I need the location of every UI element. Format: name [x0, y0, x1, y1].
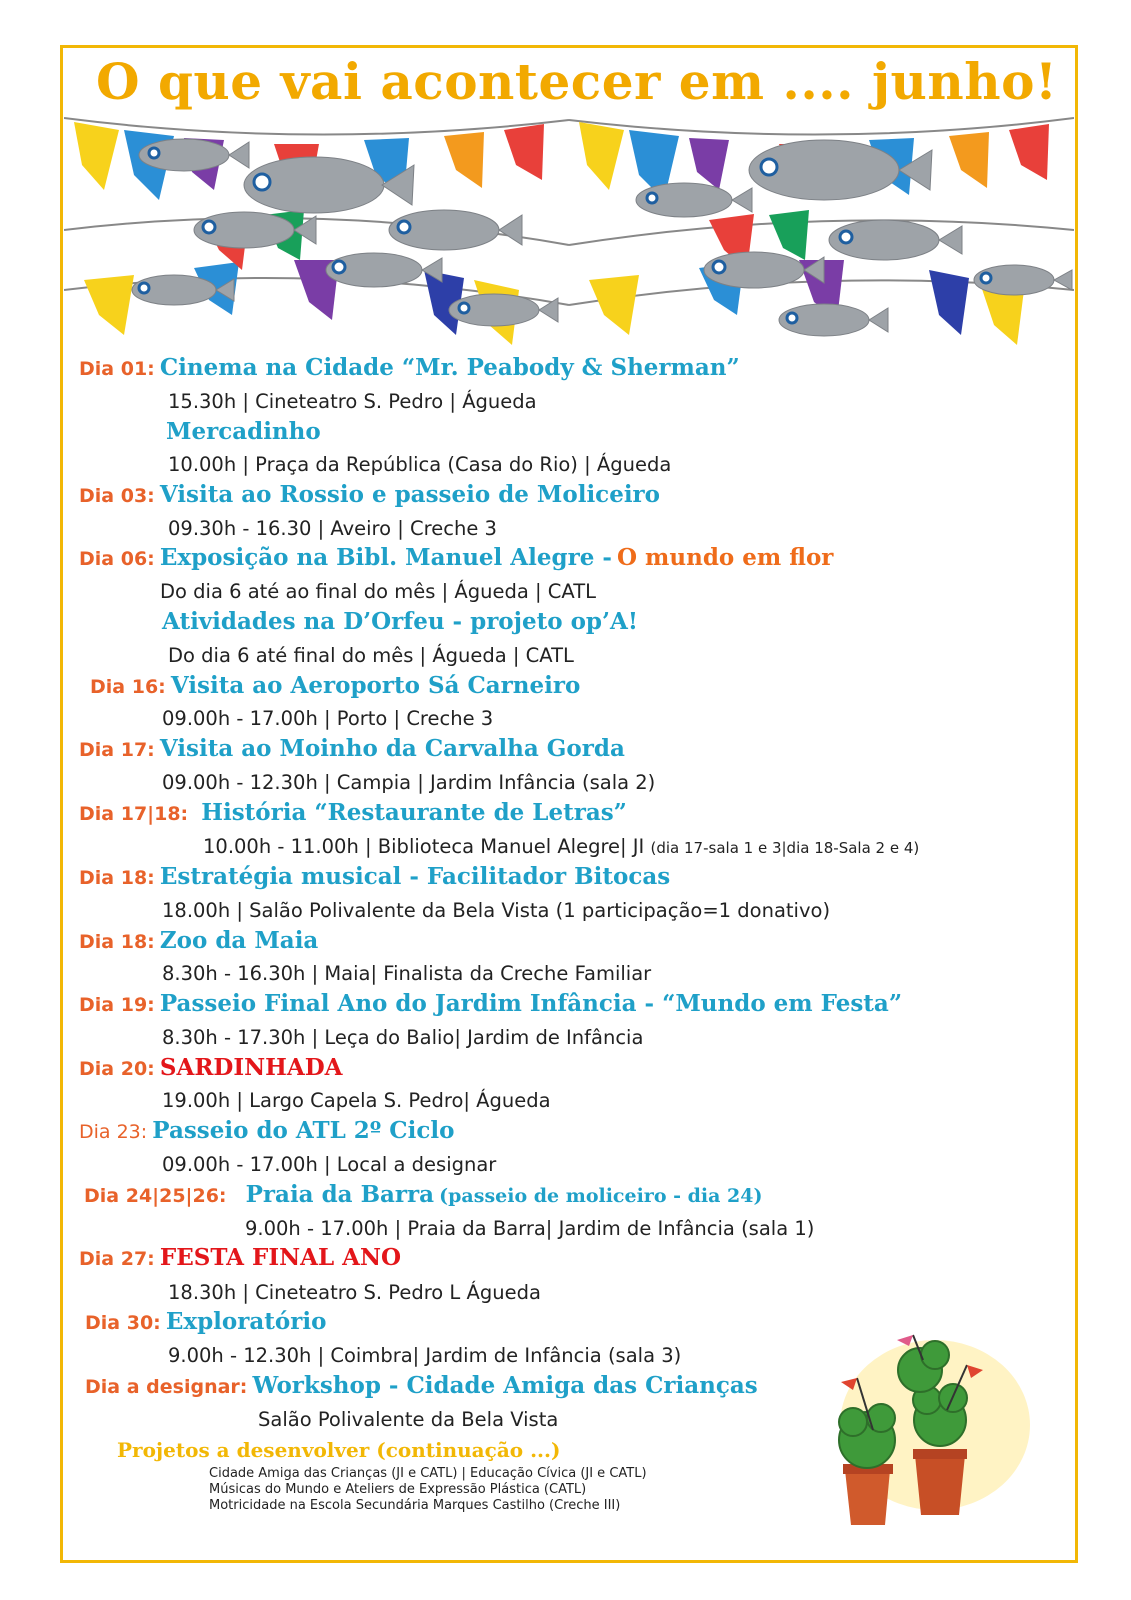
day-label: Dia 27:: [79, 1248, 155, 1270]
event-details: 18.30h | Cineteatro S. Pedro L Águeda: [168, 1281, 541, 1304]
event-details: [203, 835, 919, 858]
event-details-main: 10.00h - 11.00h | Biblioteca Manuel Alegre| JI: [203, 835, 645, 858]
event-details: 09.00h - 12.30h | Campia | Jardim Infância (sala 2): [162, 771, 656, 794]
event-day-23: [79, 1117, 454, 1144]
event-details: 09.30h - 16.30 | Aveiro | Creche 3: [168, 517, 497, 540]
day-label: Dia 06:: [79, 548, 155, 570]
day-label: Dia 17:: [79, 739, 155, 761]
event-details: Salão Polivalente da Bela Vista: [258, 1408, 559, 1431]
potted-plants-illustration: [835, 1330, 1035, 1540]
event-details: 18.00h | Salão Polivalente da Bela Vista (1 participação=1 donativo): [162, 899, 831, 922]
day-label: Dia 17|18:: [79, 803, 189, 825]
event-title: Exploratório: [165, 1308, 327, 1335]
event-title: Visita ao Moinho da Carvalha Gorda: [159, 735, 625, 762]
event-title: Praia da Barra: [245, 1181, 435, 1208]
event-day-24-25-26: [84, 1181, 762, 1208]
event-details: 10.00h | Praça da República (Casa do Rio) | Águeda: [168, 453, 672, 476]
event-title: História “Restaurante de Letras”: [201, 799, 627, 826]
day-label: Dia 24|25|26:: [84, 1185, 227, 1207]
event-details: 8.30h - 17.30h | Leça do Balio| Jardim de Infância: [162, 1026, 644, 1049]
poster-title: O que vai acontecer em .... junho!: [96, 52, 1058, 111]
event-title: Mercadinho: [166, 418, 321, 445]
event-day-27: [79, 1244, 401, 1271]
event-details: 09.00h - 17.00h | Porto | Creche 3: [162, 707, 494, 730]
day-label: Dia 01:: [79, 358, 155, 380]
event-details: 9.00h - 12.30h | Coimbra| Jardim de Infância (sala 3): [168, 1344, 682, 1367]
projects-list: [209, 1466, 647, 1514]
day-label: Dia a designar:: [85, 1376, 248, 1398]
event-day-18b: [79, 927, 318, 954]
event-title: Visita ao Rossio e passeio de Moliceiro: [159, 481, 661, 508]
event-day-17: [79, 735, 625, 762]
day-label: Dia 19:: [79, 994, 155, 1016]
event-title: Zoo da Maia: [159, 927, 319, 954]
day-label: Dia 30:: [85, 1312, 161, 1334]
event-details: 15.30h | Cineteatro S. Pedro | Águeda: [168, 390, 537, 413]
day-label: Dia 20:: [79, 1058, 155, 1080]
event-title: Cinema na Cidade “Mr. Peabody & Sherman”: [159, 354, 740, 381]
event-details: 8.30h - 16.30h | Maia| Finalista da Creche Familiar: [162, 962, 652, 985]
event-details: Do dia 6 até final do mês | Águeda | CATL: [168, 644, 574, 667]
event-title-highlight: O mundo em flor: [617, 544, 834, 571]
event-title: Passeio do ATL 2º Ciclo: [152, 1117, 455, 1144]
day-label: Dia 18:: [79, 931, 155, 953]
project-line: Motricidade na Escola Secundária Marques Castilho (Creche III): [209, 1498, 621, 1513]
event-title: Visita ao Aeroporto Sá Carneiro: [170, 672, 581, 699]
project-line: Cidade Amiga das Crianças (JI e CATL) | Educação Cívica (JI e CATL): [209, 1466, 647, 1481]
event-day-30: [85, 1308, 326, 1335]
event-details: 9.00h - 17.00h | Praia da Barra| Jardim de Infância (sala 1): [245, 1217, 815, 1240]
event-details: 09.00h - 17.00h | Local a designar: [162, 1153, 497, 1176]
event-details: 19.00h | Largo Capela S. Pedro| Águeda: [162, 1089, 551, 1112]
event-details: Do dia 6 até ao final do mês | Águeda | CATL: [160, 580, 596, 603]
event-day-19: [79, 990, 902, 1017]
event-title: Exposição na Bibl. Manuel Alegre -: [159, 544, 612, 571]
day-label: Dia 23:: [79, 1121, 148, 1143]
event-day-06: [79, 544, 833, 571]
event-day-01: [79, 354, 740, 381]
event-day-03: [79, 481, 660, 508]
projects-heading: Projetos a desenvolver (continuação ...): [117, 1438, 561, 1462]
project-line: Músicas do Mundo e Ateliers de Expressão Plástica (CATL): [209, 1482, 587, 1497]
event-title: SARDINHADA: [159, 1054, 343, 1081]
event-details-note: (dia 17-sala 1 e 3|dia 18-Sala 2 e 4): [650, 839, 920, 857]
day-label: Dia 03:: [79, 485, 155, 507]
event-title: Atividades na D’Orfeu - projeto op’A!: [162, 608, 638, 635]
festive-banner-illustration: [64, 110, 1074, 350]
event-day-20: [79, 1054, 343, 1081]
event-title: Workshop - Cidade Amiga das Crianças: [252, 1372, 758, 1399]
event-title: Estratégia musical - Facilitador Bitocas: [159, 863, 671, 890]
event-title: FESTA FINAL ANO: [159, 1244, 402, 1271]
event-day-18: [79, 863, 670, 890]
day-label: Dia 16:: [90, 676, 166, 698]
event-day-16: [90, 672, 580, 699]
event-day-a-designar: [85, 1372, 758, 1399]
event-title-note: (passeio de moliceiro - dia 24): [439, 1185, 763, 1207]
event-title: Passeio Final Ano do Jardim Infância - “Mundo em Festa”: [159, 990, 903, 1017]
event-day-17-18: [79, 799, 627, 826]
day-label: Dia 18:: [79, 867, 155, 889]
